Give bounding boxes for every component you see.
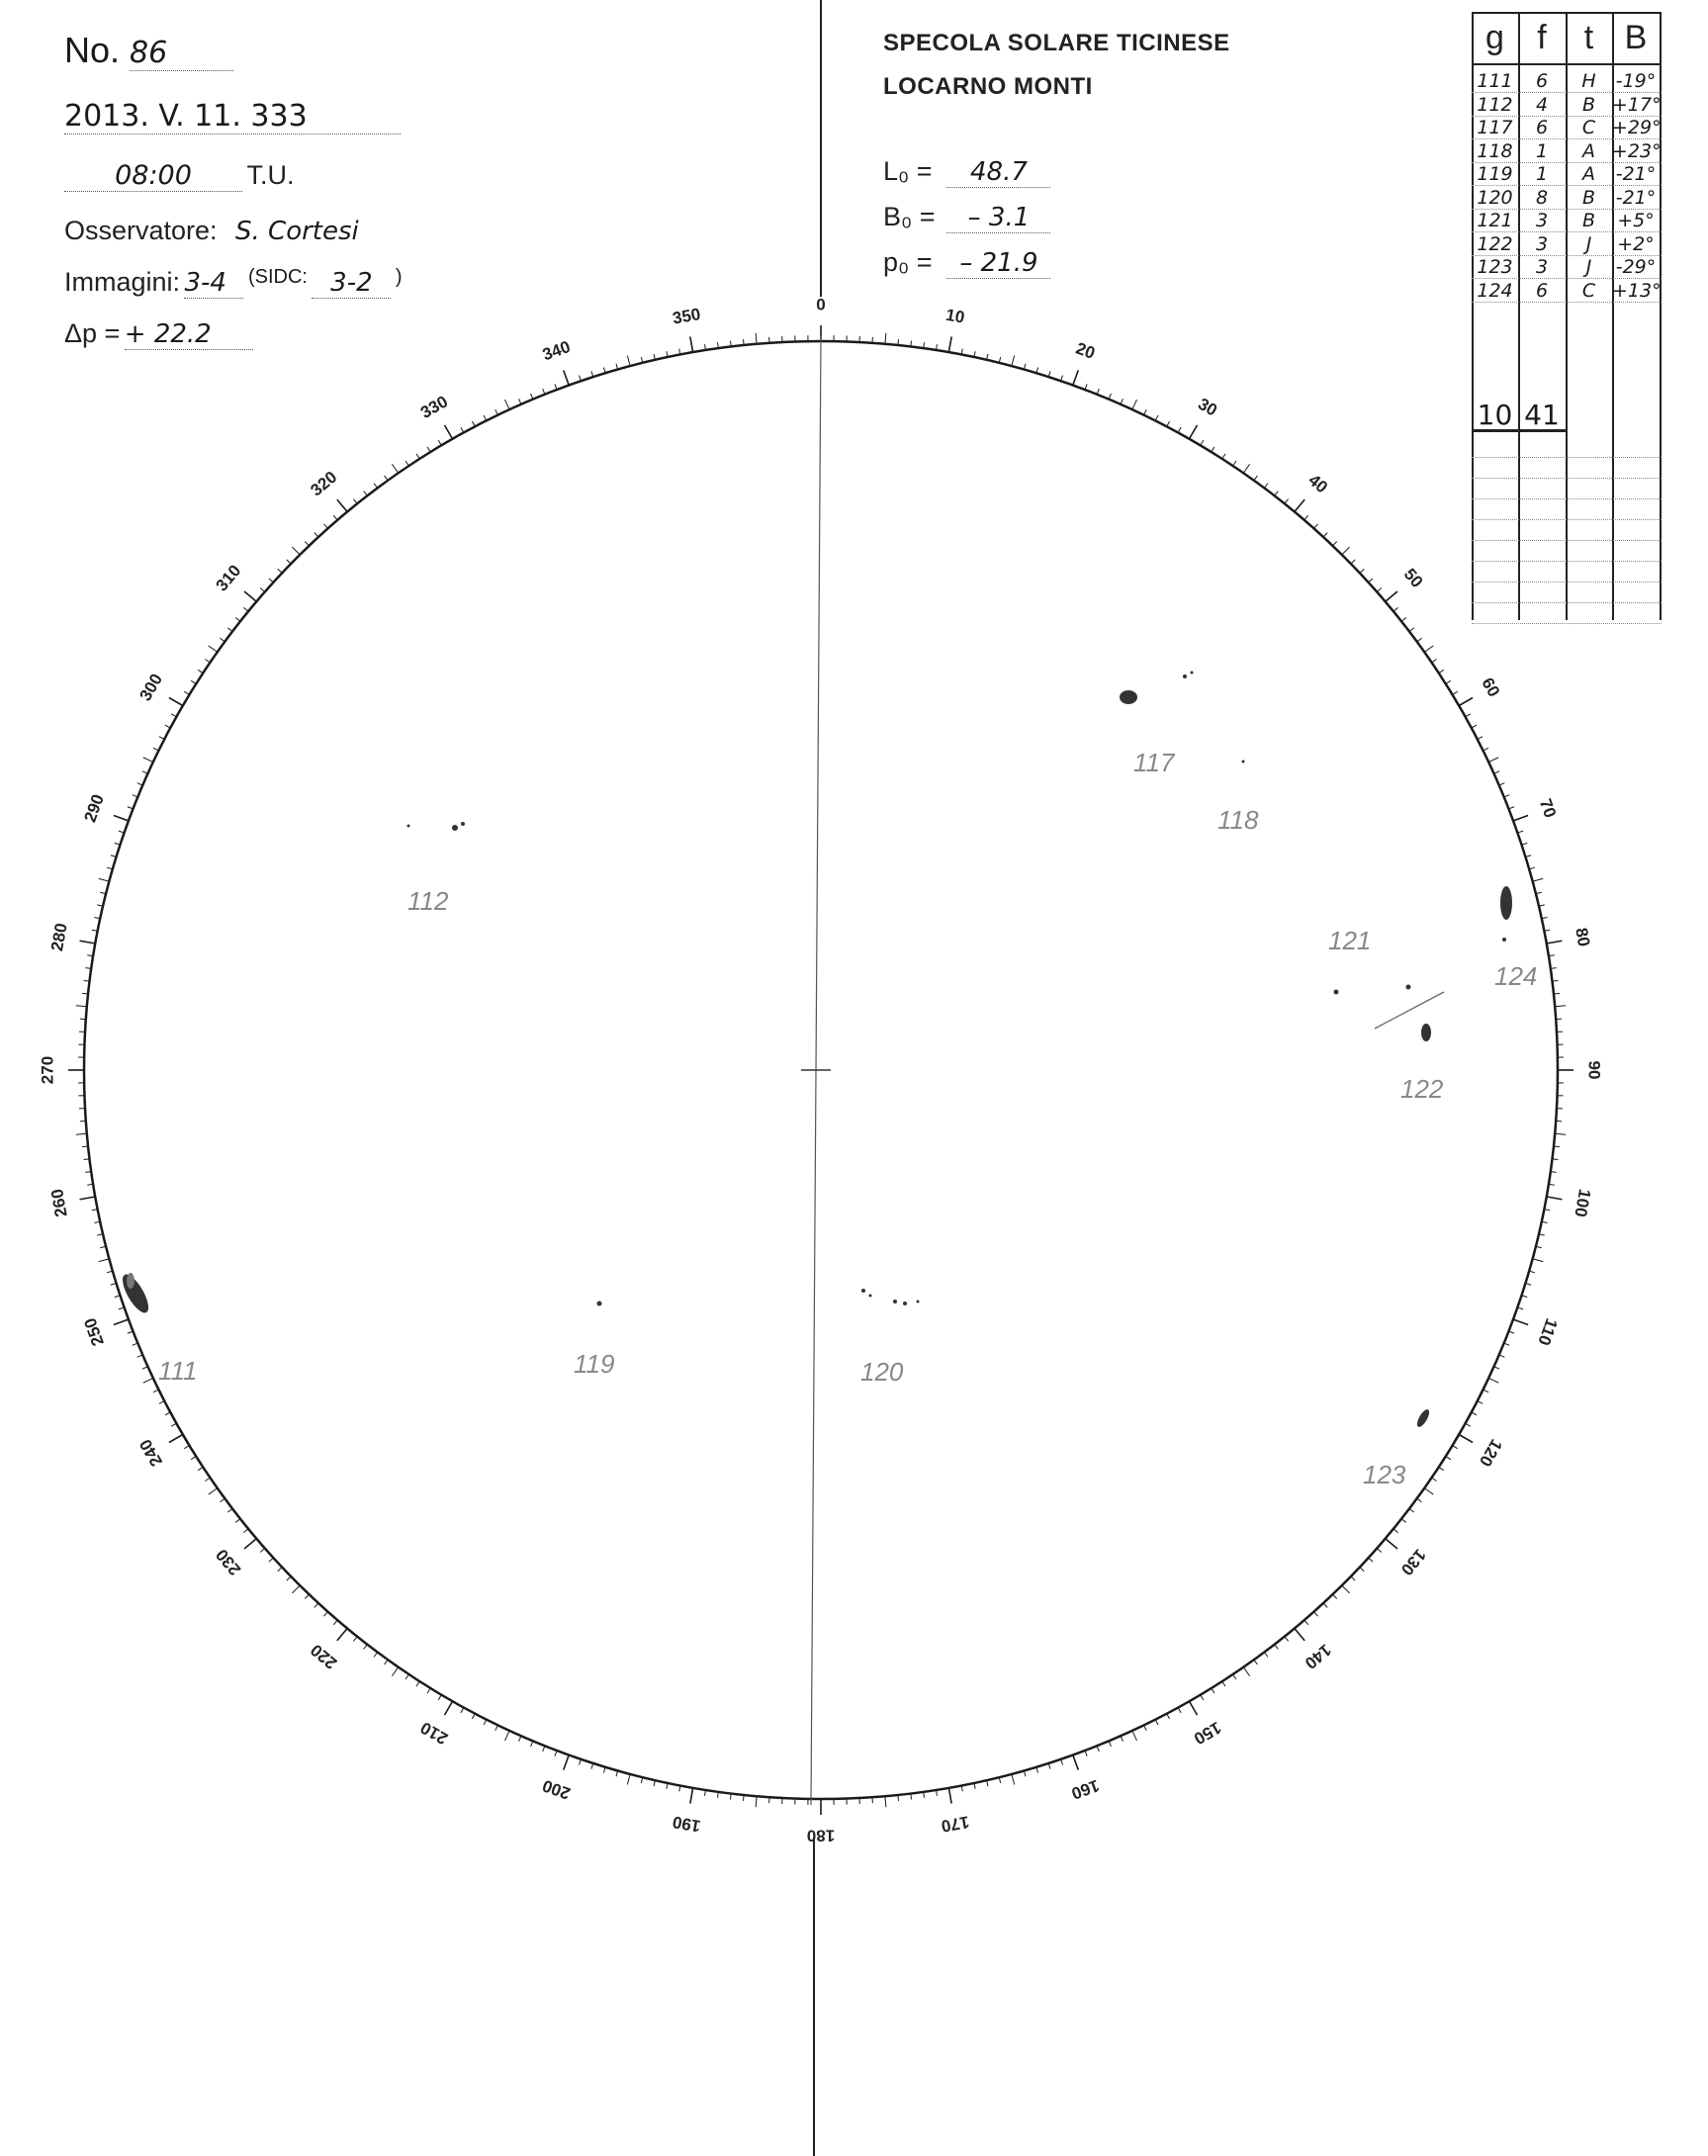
scale-tick: [1547, 1197, 1563, 1200]
scale-tick: [1459, 1435, 1473, 1443]
scale-tick: [948, 336, 951, 352]
scale-label: 180: [806, 1826, 836, 1845]
institute-name: SPECOLA SOLARE TICINESE: [883, 30, 1230, 56]
time-value: 08:00: [64, 160, 242, 192]
scale-tick: [1424, 646, 1433, 652]
number-value: 86: [130, 36, 233, 71]
table-cell-g: 119: [1477, 163, 1513, 185]
table-cell-f: 3: [1535, 210, 1549, 231]
L0-label: L₀ =: [883, 156, 933, 186]
scale-tick: [1190, 1701, 1198, 1715]
scale-label: 280: [47, 921, 71, 953]
scale-label: 50: [1399, 565, 1427, 591]
B0-label: B₀ =: [883, 202, 936, 231]
group-label-121: 121: [1328, 926, 1372, 955]
scale-tick: [76, 1133, 87, 1134]
scale-tick: [80, 941, 96, 943]
scale-label: 40: [1304, 470, 1332, 497]
group-labels: [158, 748, 1537, 1489]
scale-tick: [756, 1796, 757, 1807]
table-cell-f: 3: [1535, 232, 1549, 255]
scale-tick: [627, 355, 630, 366]
scale-tick: [1533, 878, 1544, 881]
scale-tick: [564, 1755, 569, 1770]
scale-tick: [143, 1378, 153, 1383]
sunspot-120: [917, 1301, 920, 1303]
scale-tick: [99, 1259, 110, 1262]
table-cell-f: 6: [1535, 70, 1549, 92]
scale-label: 120: [1475, 1435, 1506, 1471]
scale-tick: [1555, 1006, 1566, 1007]
scale-label: 330: [416, 392, 452, 423]
delta-p-value: + 22.2: [125, 319, 253, 350]
scale-label: 80: [1572, 926, 1594, 948]
sunspot-117: [1191, 672, 1194, 674]
sunspot-111-penumbra: [127, 1273, 135, 1289]
table-cell-t: J: [1585, 232, 1592, 255]
sunspot-122: [1421, 1024, 1431, 1041]
L0-value: 48.7: [946, 157, 1050, 188]
sunspot-112: [452, 825, 458, 831]
table-cell-t: J: [1585, 256, 1592, 278]
scale-label: 100: [1571, 1187, 1594, 1219]
group-label-124: 124: [1494, 961, 1538, 991]
scale-tick: [114, 815, 129, 820]
observer-value: S. Cortesi: [235, 217, 359, 246]
scale-tick: [445, 425, 453, 439]
sunspot-119: [597, 1302, 602, 1306]
table-cell-B: +2°: [1617, 232, 1655, 255]
scale-tick: [690, 336, 693, 352]
scale-tick: [445, 1701, 453, 1715]
scale-tick: [1533, 1259, 1544, 1262]
scale-tick: [1513, 815, 1528, 820]
scale-tick: [1012, 1774, 1015, 1785]
sunspot-120: [861, 1289, 865, 1293]
table-cell-B: +13°: [1612, 279, 1662, 302]
scale-tick: [690, 1788, 693, 1804]
scale-tick: [1132, 1731, 1137, 1741]
scale-tick: [1424, 1488, 1433, 1494]
scale-tick: [1190, 425, 1198, 439]
sidc-close: ): [395, 266, 403, 288]
sunspot-123: [1415, 1407, 1432, 1428]
scale-tick: [756, 333, 757, 344]
table-cell-t: H: [1581, 70, 1596, 92]
scale-label: 60: [1478, 674, 1504, 700]
scale-tick: [1243, 464, 1249, 473]
scale-label: 320: [307, 467, 341, 500]
table-cell-t: C: [1581, 279, 1596, 302]
sunspot-118: [1242, 761, 1245, 764]
scale-tick: [114, 1319, 129, 1324]
B0-value: – 3.1: [946, 203, 1050, 233]
scale-label: 260: [47, 1187, 71, 1219]
sunspot-117: [1120, 690, 1137, 704]
scale-label: 140: [1301, 1640, 1335, 1673]
scale-label: 110: [1534, 1315, 1562, 1348]
group-label-122: 122: [1400, 1074, 1444, 1104]
scale-label: 170: [940, 1812, 971, 1837]
sunspots: [118, 672, 1512, 1429]
scale-tick: [1555, 1133, 1566, 1134]
p0-label: p₀ =: [883, 247, 933, 277]
table-cell-t: A: [1582, 139, 1595, 162]
sunspot-121: [1334, 990, 1339, 995]
scale-tick: [1488, 758, 1498, 763]
sunspot-117: [1183, 674, 1187, 678]
scale-tick: [209, 646, 218, 652]
scale-tick: [392, 464, 398, 473]
sidc-value: 3-2: [312, 268, 391, 299]
table-cell-B: -29°: [1615, 256, 1657, 278]
table-cell-g: 120: [1477, 186, 1513, 209]
sidc-label: (SIDC:: [247, 266, 308, 288]
scale-tick: [169, 1435, 183, 1443]
scale-label: 20: [1073, 338, 1098, 363]
scale-label: 290: [80, 791, 108, 825]
scale-tick: [76, 1006, 87, 1007]
scale-label: 200: [539, 1775, 574, 1804]
table-cell-g: 117: [1477, 117, 1513, 138]
table-cell-g: 123: [1477, 256, 1513, 278]
table-cell-g: 112: [1477, 93, 1513, 116]
scale-label: 350: [671, 304, 702, 328]
scale-tick: [1132, 400, 1137, 409]
scale-label: 130: [1396, 1545, 1430, 1579]
table-cell-B: +23°: [1612, 139, 1662, 162]
scale-label: 150: [1190, 1717, 1225, 1749]
scale-tick: [1295, 499, 1304, 511]
scale-tick: [143, 758, 153, 763]
total-spots: 41: [1524, 399, 1560, 431]
scale-label: 240: [135, 1435, 167, 1471]
scale-tick: [1073, 1755, 1078, 1770]
total-groups: 10: [1477, 399, 1513, 431]
scale-label: 30: [1195, 394, 1220, 420]
sunspot-112: [407, 825, 410, 828]
scale-tick: [885, 333, 886, 344]
table-cell-f: 6: [1535, 279, 1549, 302]
table-cell-t: A: [1582, 163, 1595, 185]
scale-label: 190: [671, 1812, 702, 1837]
scale-tick: [337, 499, 347, 511]
p0-value: – 21.9: [946, 248, 1050, 279]
scale-tick: [1488, 1378, 1498, 1383]
table-cell-B: +29°: [1612, 117, 1662, 138]
group-label-118: 118: [1217, 805, 1259, 835]
group-label-111: 111: [158, 1356, 198, 1386]
sunspot-120: [903, 1302, 907, 1305]
scale-label: 340: [539, 336, 574, 365]
table-cell-f: 8: [1535, 186, 1549, 209]
table-cell-f: 4: [1535, 93, 1549, 116]
observer-label: Osservatore:: [64, 216, 218, 245]
scale-tick: [292, 547, 300, 555]
scale-label: 160: [1068, 1775, 1103, 1804]
sunspot-124: [1500, 886, 1512, 920]
table-cell-g: 118: [1477, 139, 1513, 162]
scale-tick: [505, 400, 510, 409]
header-B: B: [1624, 19, 1648, 56]
table-cell-B: -19°: [1615, 70, 1657, 92]
table-cell-g: 111: [1477, 70, 1513, 92]
group-label-117: 117: [1133, 748, 1175, 777]
scale-tick: [1295, 1629, 1304, 1641]
scale-tick: [292, 1585, 300, 1593]
table-cell-B: -21°: [1615, 186, 1657, 209]
scale-tick: [244, 591, 256, 601]
delta-p-label: Δp =: [64, 318, 121, 348]
table-cell-t: B: [1581, 186, 1596, 209]
scale-tick: [564, 370, 569, 385]
scale-label: 90: [1584, 1060, 1604, 1080]
institute-location: LOCARNO MONTI: [883, 73, 1093, 100]
scale-tick: [627, 1774, 630, 1785]
scale-tick: [1386, 1539, 1397, 1549]
scale-tick: [885, 1796, 886, 1807]
time-unit: T.U.: [246, 160, 295, 190]
table-cell-g: 121: [1477, 210, 1513, 231]
scale-tick: [209, 1488, 218, 1494]
scale-tick: [1342, 1585, 1350, 1593]
scale-tick: [1073, 370, 1078, 385]
header-g: g: [1485, 19, 1504, 56]
number-label: No.: [64, 30, 121, 70]
sunspot-120: [869, 1295, 872, 1298]
table-cell-f: 1: [1535, 139, 1549, 162]
scale-label: 0: [816, 295, 826, 314]
scale-tick: [392, 1667, 398, 1676]
group-label-123: 123: [1363, 1460, 1406, 1489]
scale-tick: [244, 1539, 256, 1549]
table-cell-B: +5°: [1617, 210, 1655, 231]
scale-label: 210: [416, 1717, 452, 1749]
scale-tick: [337, 1629, 347, 1641]
sunspot-111: [118, 1271, 153, 1316]
scale-label: 250: [80, 1315, 108, 1349]
sunspot-112: [461, 822, 465, 826]
table-cell-t: B: [1581, 93, 1596, 116]
table-cell-g: 124: [1477, 279, 1513, 302]
table-cell-g: 122: [1477, 232, 1513, 255]
scale-label: 310: [212, 561, 245, 595]
table-cell-f: 3: [1535, 256, 1549, 278]
scale-label: 220: [307, 1640, 341, 1673]
table-cell-f: 6: [1535, 117, 1549, 138]
scale-tick: [1243, 1667, 1249, 1676]
group-label-120: 120: [860, 1357, 904, 1387]
table-cell-t: B: [1581, 210, 1596, 231]
scale-tick: [169, 698, 183, 706]
group-label-119: 119: [574, 1349, 615, 1379]
header-t: t: [1583, 19, 1594, 56]
header-f: f: [1537, 19, 1547, 56]
scale-tick: [505, 1731, 510, 1741]
scale-label: 300: [135, 670, 167, 705]
group-122-annotation-line: [1375, 992, 1444, 1029]
sunspot-121: [1406, 985, 1411, 990]
scale-label: 270: [38, 1055, 57, 1085]
scale-label: 70: [1535, 796, 1561, 821]
table-cell-B: -21°: [1615, 163, 1657, 185]
scale-tick: [1547, 941, 1563, 943]
table-cell-f: 1: [1535, 163, 1549, 185]
images-value: 3-4: [184, 268, 243, 299]
scale-tick: [1012, 355, 1015, 366]
images-label: Immagini:: [64, 267, 181, 297]
scale-tick: [1342, 547, 1350, 555]
table-cell-B: +17°: [1612, 93, 1662, 116]
scale-tick: [948, 1788, 951, 1804]
scale-tick: [99, 878, 110, 881]
scale-tick: [80, 1197, 96, 1200]
scale-label: 230: [212, 1545, 245, 1579]
sunspot-120: [893, 1300, 897, 1303]
scale-label: 10: [944, 305, 966, 327]
scale-tick: [1386, 591, 1397, 601]
scale-tick: [1513, 1319, 1528, 1324]
group-label-112: 112: [407, 886, 449, 916]
table-cell-t: C: [1581, 117, 1596, 138]
sunspot-124: [1502, 938, 1506, 942]
date-field: 2013. V. 11. 333: [64, 99, 401, 135]
scale-tick: [1459, 698, 1473, 706]
